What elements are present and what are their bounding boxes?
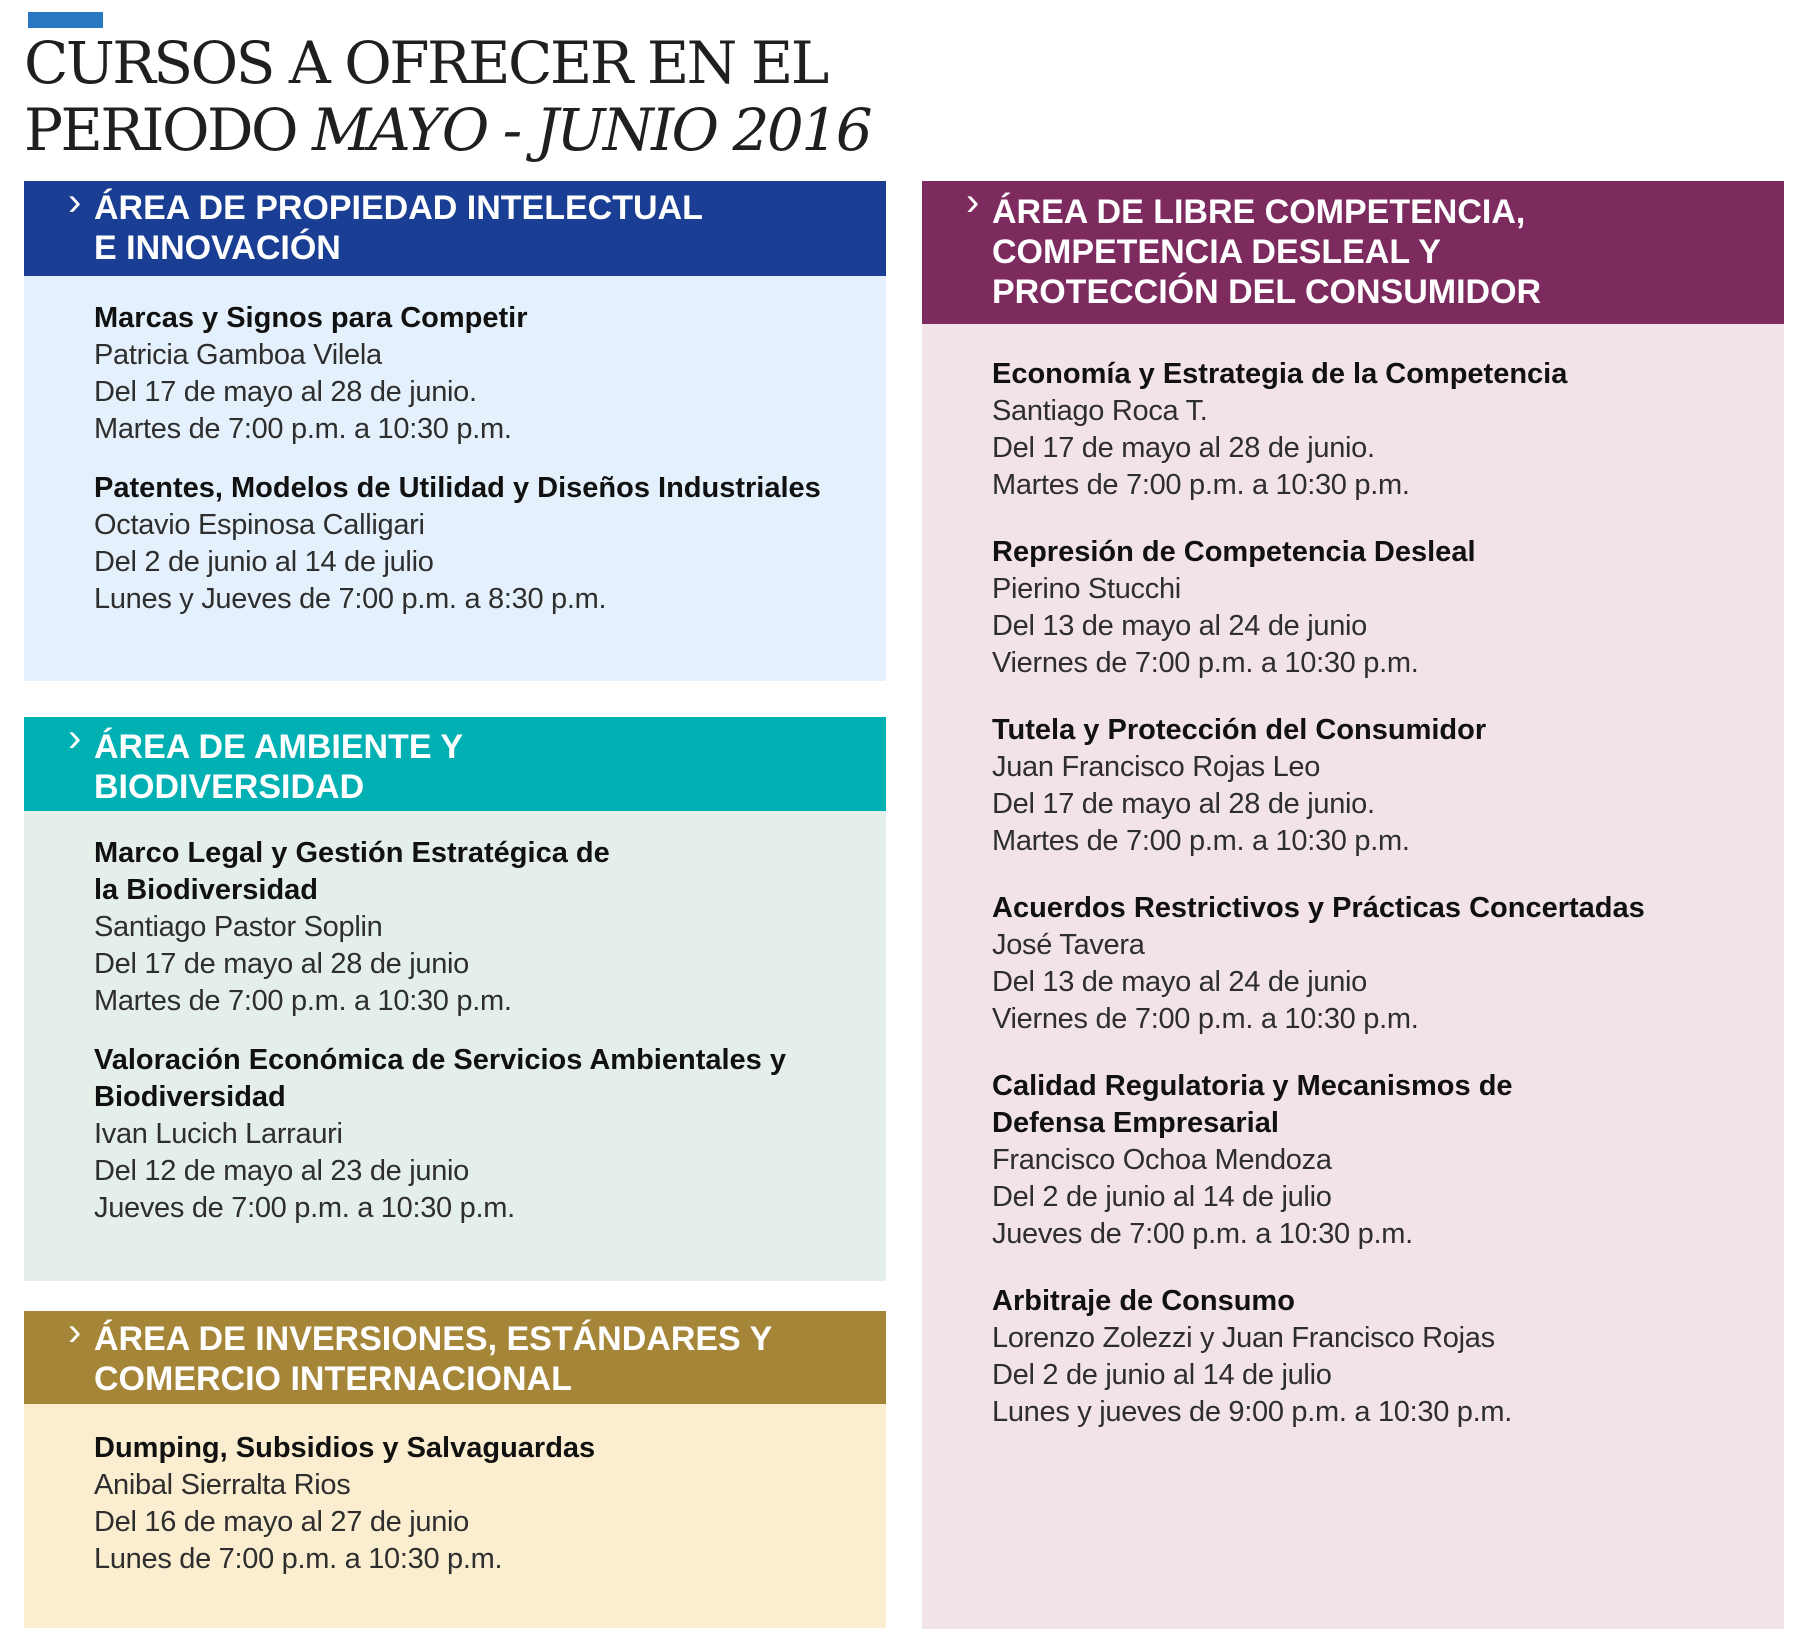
- page-title: [24, 30, 870, 164]
- area-title-line: ÁREA DE INVERSIONES, ESTÁNDARES Y: [94, 1320, 773, 1358]
- course-dates: Del 17 de mayo al 28 de junio.: [94, 376, 477, 408]
- course-item: [992, 356, 1784, 504]
- course-schedule: Martes de 7:00 p.m. a 10:30 p.m.: [992, 825, 1410, 857]
- chevron-right-icon: ›: [966, 180, 980, 224]
- area-body: [24, 811, 886, 1281]
- area-title-line: ÁREA DE PROPIEDAD INTELECTUAL: [94, 189, 703, 227]
- course-title: [992, 534, 1784, 571]
- course-instructor: Anibal Sierralta Rios: [94, 1469, 351, 1501]
- course-schedule: Lunes y Jueves de 7:00 p.m. a 8:30 p.m.: [94, 583, 607, 615]
- area-header: [922, 181, 1784, 324]
- course-dates: Del 16 de mayo al 27 de junio: [94, 1506, 469, 1538]
- course-instructor: Pierino Stucchi: [992, 573, 1181, 605]
- course-dates: Del 17 de mayo al 28 de junio: [94, 948, 469, 980]
- course-title: [94, 300, 886, 337]
- course-dates: Del 2 de junio al 14 de julio: [992, 1181, 1332, 1213]
- course-item: [94, 470, 886, 618]
- course-item: [992, 890, 1784, 1038]
- area-body: [24, 1404, 886, 1628]
- course-schedule: Martes de 7:00 p.m. a 10:30 p.m.: [992, 469, 1410, 501]
- area-title-line: BIODIVERSIDAD: [94, 768, 365, 806]
- course-title: [94, 1430, 886, 1467]
- course-title-line: Tutela y Protección del Consumidor: [992, 714, 1487, 746]
- course-instructor: Lorenzo Zolezzi y Juan Francisco Rojas: [992, 1322, 1495, 1354]
- course-dates: Del 2 de junio al 14 de julio: [94, 546, 434, 578]
- course-title-line: Marco Legal y Gestión Estratégica de: [94, 837, 610, 869]
- course-schedule: Jueves de 7:00 p.m. a 10:30 p.m.: [94, 1192, 515, 1224]
- course-title: [992, 1283, 1784, 1320]
- course-item: [94, 1042, 886, 1227]
- course-instructor: Ivan Lucich Larrauri: [94, 1118, 343, 1150]
- course-dates: Del 13 de mayo al 24 de junio: [992, 610, 1367, 642]
- course-title: [992, 890, 1784, 927]
- course-title-line: Represión de Competencia Desleal: [992, 536, 1476, 568]
- chevron-right-icon: ›: [68, 180, 82, 224]
- area-title-line: COMPETENCIA DESLEAL Y: [992, 233, 1441, 271]
- course-title: [992, 712, 1784, 749]
- area-ambiente-biodiversidad: [24, 717, 886, 1281]
- course-dates: Del 13 de mayo al 24 de junio: [992, 966, 1367, 998]
- area-propiedad-intelectual: [24, 181, 886, 681]
- area-header: [24, 181, 886, 276]
- course-dates: Del 12 de mayo al 23 de junio: [94, 1155, 469, 1187]
- course-title: [992, 1068, 1784, 1142]
- course-title: [94, 470, 886, 507]
- course-title-line: Defensa Empresarial: [992, 1107, 1279, 1139]
- course-item: [992, 712, 1784, 860]
- course-title: [992, 356, 1784, 393]
- course-dates: Del 2 de junio al 14 de julio: [992, 1359, 1332, 1391]
- course-title: [94, 1042, 886, 1116]
- course-item: [992, 534, 1784, 682]
- course-title-line: Valoración Económica de Servicios Ambientales y: [94, 1044, 786, 1076]
- page-title-line-1: CURSOS A OFRECER EN EL: [24, 29, 827, 97]
- course-schedule: Viernes de 7:00 p.m. a 10:30 p.m.: [992, 1003, 1419, 1035]
- course-title-line: Marcas y Signos para Competir: [94, 302, 528, 334]
- course-item: [992, 1283, 1784, 1431]
- course-item: [992, 1068, 1784, 1253]
- area-body: [24, 276, 886, 681]
- area-body: [922, 324, 1784, 1629]
- course-item: [94, 1430, 886, 1578]
- course-title-line: Patentes, Modelos de Utilidad y Diseños Industriales: [94, 472, 821, 504]
- course-schedule: Martes de 7:00 p.m. a 10:30 p.m.: [94, 413, 512, 445]
- area-title-line: PROTECCIÓN DEL CONSUMIDOR: [992, 273, 1542, 311]
- course-title-line: Biodiversidad: [94, 1081, 286, 1113]
- course-title-line: la Biodiversidad: [94, 874, 319, 906]
- course-title-line: Calidad Regulatoria y Mecanismos de: [992, 1070, 1513, 1102]
- course-title-line: Economía y Estrategia de la Competencia: [992, 358, 1568, 390]
- course-instructor: Patricia Gamboa Vilela: [94, 339, 382, 371]
- course-schedule: Lunes de 7:00 p.m. a 10:30 p.m.: [94, 1543, 503, 1575]
- area-header: [24, 1311, 886, 1404]
- course-instructor: Octavio Espinosa Calligari: [94, 509, 425, 541]
- course-schedule: Lunes y jueves de 9:00 p.m. a 10:30 p.m.: [992, 1396, 1512, 1428]
- course-instructor: Santiago Roca T.: [992, 395, 1208, 427]
- chevron-right-icon: ›: [68, 1310, 82, 1354]
- course-schedule: Viernes de 7:00 p.m. a 10:30 p.m.: [992, 647, 1419, 679]
- area-title-line: E INNOVACIÓN: [94, 229, 341, 267]
- course-instructor: Francisco Ochoa Mendoza: [992, 1144, 1332, 1176]
- course-dates: Del 17 de mayo al 28 de junio.: [992, 788, 1375, 820]
- area-libre-competencia: [922, 181, 1784, 1629]
- page-title-line-2-italic: MAYO - JUNIO 2016: [311, 96, 871, 164]
- page-title-line-2-plain: PERIODO: [24, 96, 312, 164]
- area-header: [24, 717, 886, 811]
- area-inversiones: [24, 1311, 886, 1628]
- course-item: [94, 300, 886, 448]
- course-title-line: Acuerdos Restrictivos y Prácticas Concertadas: [992, 892, 1645, 924]
- course-instructor: José Tavera: [992, 929, 1145, 961]
- course-schedule: Martes de 7:00 p.m. a 10:30 p.m.: [94, 985, 512, 1017]
- area-title-line: ÁREA DE AMBIENTE Y: [94, 728, 464, 766]
- area-title-line: ÁREA DE LIBRE COMPETENCIA,: [992, 193, 1526, 231]
- accent-bar: [28, 12, 103, 28]
- course-schedule: Jueves de 7:00 p.m. a 10:30 p.m.: [992, 1218, 1413, 1250]
- course-instructor: Juan Francisco Rojas Leo: [992, 751, 1321, 783]
- course-title: [94, 835, 886, 909]
- course-instructor: Santiago Pastor Soplin: [94, 911, 383, 943]
- area-title-line: COMERCIO INTERNACIONAL: [94, 1360, 572, 1398]
- course-dates: Del 17 de mayo al 28 de junio.: [992, 432, 1375, 464]
- course-item: [94, 835, 886, 1020]
- course-title-line: Dumping, Subsidios y Salvaguardas: [94, 1432, 596, 1464]
- course-title-line: Arbitraje de Consumo: [992, 1285, 1295, 1317]
- chevron-right-icon: ›: [68, 716, 82, 760]
